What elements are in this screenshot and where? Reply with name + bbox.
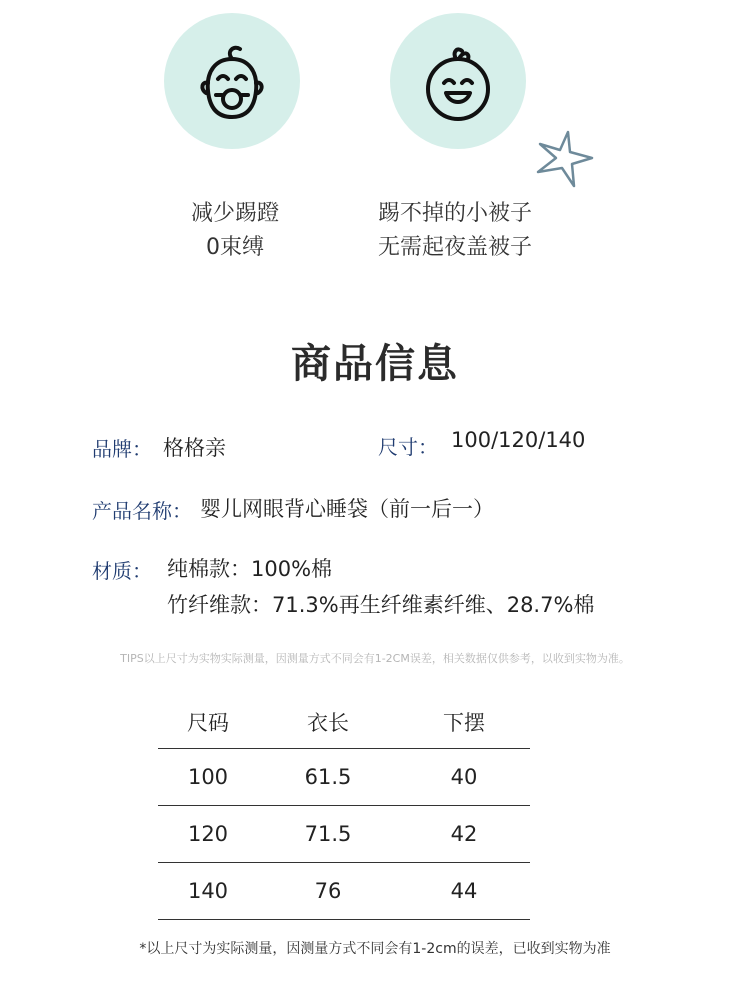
tips-text: TIPS以上尺寸为实物实际测量，因测量方式不同会有1-2CM误差，相关数据仅供参考，以收到实物为准。 (120, 652, 630, 665)
table-cell: 100 (187, 765, 229, 789)
baby-smiling-icon (390, 13, 526, 149)
column-header: 下摆 (443, 711, 485, 735)
table-cell: 140 (187, 879, 229, 903)
material-line-2: 竹纤维款：71.3%再生纤维素纤维、28.7%棉 (167, 593, 595, 617)
material-line-1: 纯棉款：100%棉 (167, 557, 333, 581)
section-title: 商品信息 (291, 341, 459, 387)
table-cell: 61.5 (304, 765, 352, 789)
feature-circle-1 (164, 13, 300, 149)
feature-text-1 (150, 197, 320, 265)
brand-label: 品牌： (92, 437, 152, 461)
table-header-row (158, 696, 530, 749)
product-name-value: 婴儿网眼背心睡袋（前一后一） (200, 497, 494, 521)
column-header: 尺码 (187, 711, 229, 735)
table-row (158, 863, 530, 920)
feature-1-line-2: 0束缚 (206, 235, 264, 260)
feature-1-line-1: 减少踢蹬 (190, 201, 279, 226)
table-cell: 44 (450, 879, 478, 903)
size-label: 尺寸： (378, 435, 438, 459)
table-cell: 40 (450, 765, 478, 789)
table-cell: 42 (450, 822, 478, 846)
product-name-label: 产品名称： (92, 499, 192, 523)
table-row (158, 749, 530, 806)
feature-2-line-2: 无需起夜盖被子 (377, 235, 532, 260)
material-label: 材质： (92, 559, 152, 583)
table-cell: 71.5 (304, 822, 352, 846)
feature-2-line-1: 踢不掉的小被子 (377, 201, 532, 226)
star-icon (528, 128, 596, 190)
table-cell: 76 (314, 879, 342, 903)
size-table (158, 696, 530, 920)
feature-circle-2 (390, 13, 526, 149)
table-cell: 120 (187, 822, 229, 846)
brand-value: 格格亲 (163, 436, 226, 460)
baby-pacifier-icon (164, 13, 300, 149)
feature-text-2 (355, 197, 555, 265)
footnote: *以上尺寸为实际测量，因测量方式不同会有1-2cm的误差，已收到实物为准 (139, 941, 611, 957)
size-value: 100/120/140 (451, 428, 586, 452)
column-header: 衣长 (307, 711, 349, 735)
table-row (158, 806, 530, 863)
